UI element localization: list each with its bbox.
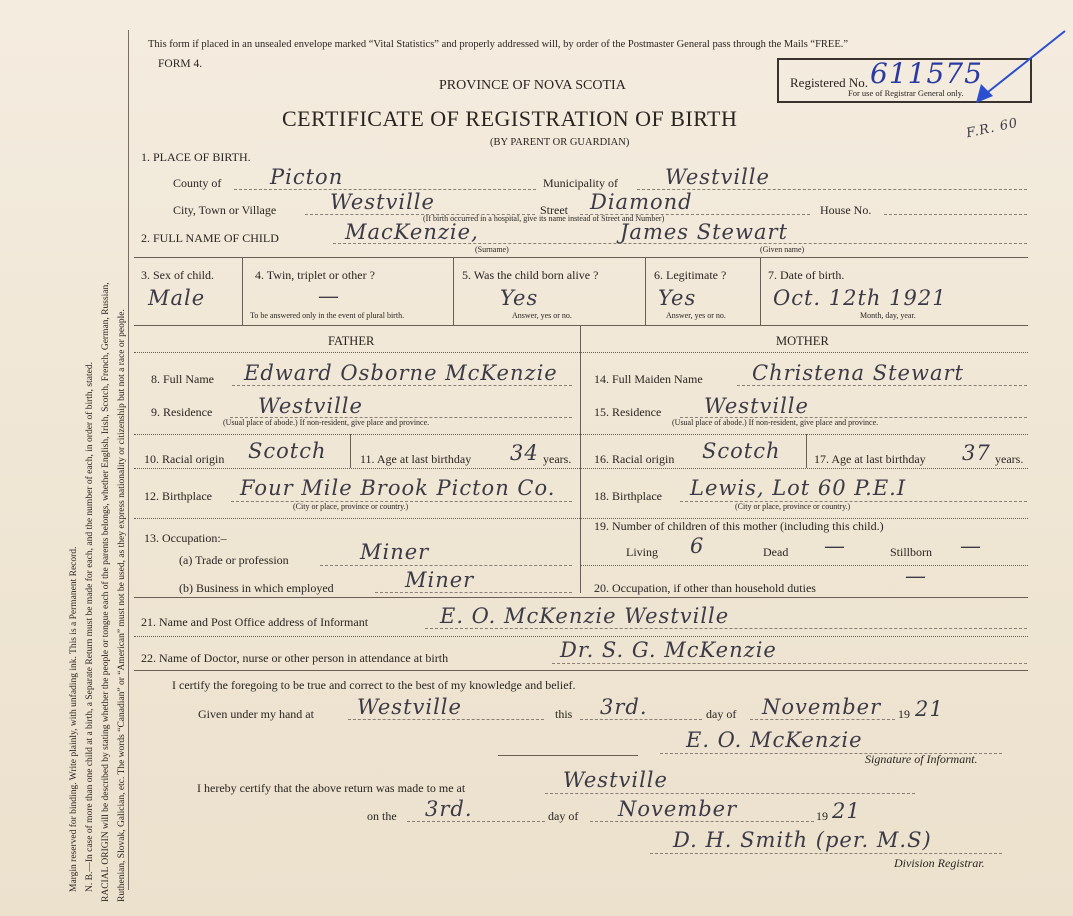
street-note: (If birth occurred in a hospital, give its name instead of Street and Number) — [423, 214, 665, 223]
alive-note: Answer, yes or no. — [512, 311, 572, 320]
return-day-of-label: day of — [548, 809, 579, 823]
stillborn-value: — — [960, 534, 982, 558]
mother-age-value: 37 — [962, 441, 991, 465]
father-heading: FATHER — [328, 334, 375, 348]
county-label: County of — [173, 176, 222, 190]
twin-note: To be answered only in the event of plural birth. — [250, 311, 405, 320]
registrar-caption: Division Registrar. — [894, 856, 985, 870]
mail-notice: This form if placed in an unsealed envelope marked “Vital Statistics” and properly addressed will, by order of the Postmaster General pass through the Mails “FREE.” — [148, 39, 849, 50]
surname-caption: (Surname) — [475, 245, 509, 254]
return-text: I hereby certify that the above return was made to me at — [197, 781, 466, 795]
page-title: CERTIFICATE OF REGISTRATION OF BIRTH — [282, 106, 738, 131]
place-of-birth-heading: 1. PLACE OF BIRTH. — [141, 150, 251, 164]
father-occupation-label: 13. Occupation:– — [144, 531, 227, 545]
return-day-value: 3rd. — [425, 797, 473, 821]
return-year-prefix: 19 — [816, 809, 828, 823]
father-name-label: 8. Full Name — [151, 372, 214, 386]
registered-number: 611575 — [870, 57, 983, 90]
twin-label: 4. Twin, triplet or other ? — [255, 268, 375, 282]
mother-residence-label: 15. Residence — [594, 405, 662, 419]
mother-birthplace-note: (City or place, province or country.) — [735, 502, 851, 511]
doctor-value: Dr. S. G. McKenzie — [560, 638, 777, 662]
given-place-value: Westville — [357, 695, 462, 719]
father-residence-value: Westville — [258, 394, 363, 418]
given-month-value: November — [762, 695, 882, 719]
mother-residence-note: (Usual place of abode.) If non-resident, give place and province. — [672, 418, 879, 427]
legitimate-note: Answer, yes or no. — [666, 311, 726, 320]
mother-birthplace-value: Lewis, Lot 60 P.E.I — [690, 476, 907, 500]
given-label: Given under my hand at — [198, 707, 314, 721]
mother-name-label: 14. Full Maiden Name — [594, 372, 703, 386]
certify-text: I certify the foregoing to be true and correct to the best of my knowledge and belief. — [172, 678, 576, 692]
municipality-value: Westville — [665, 165, 770, 189]
father-business-value: Miner — [405, 568, 475, 592]
mother-occupation-label: 20. Occupation, if other than household duties — [594, 581, 816, 595]
form-number: FORM 4. — [158, 58, 203, 70]
dead-value: — — [824, 534, 846, 558]
mother-age-unit: years. — [995, 452, 1024, 466]
alive-label: 5. Was the child born alive ? — [462, 268, 599, 282]
on-the-label: on the — [367, 809, 397, 823]
registered-note: For use of Registrar General only. — [848, 88, 964, 98]
father-residence-label: 9. Residence — [151, 405, 213, 419]
father-trade-label: (a) Trade or profession — [179, 553, 289, 567]
registered-label: Registered No. — [790, 75, 868, 90]
twin-value: — — [318, 284, 340, 308]
return-month-value: November — [618, 797, 738, 821]
municipality-label: Municipality of — [543, 176, 618, 190]
informant-label: 21. Name and Post Office address of Informant — [141, 615, 369, 629]
city-label: City, Town or Village — [173, 203, 277, 217]
given-day-of-label: day of — [706, 707, 737, 721]
father-trade-value: Miner — [360, 540, 430, 564]
mother-occupation-value: — — [905, 564, 927, 588]
given-caption: (Given name) — [760, 245, 805, 254]
doctor-label: 22. Name of Doctor, nurse or other person in attendance at birth — [141, 651, 449, 665]
mother-age-label: 17. Age at last birthday — [814, 452, 926, 466]
father-birthplace-value: Four Mile Brook Picton Co. — [240, 476, 556, 500]
margin-note-1: Margin reserved for binding. Write plainly, with unfading ink. This is a Permanent Record. — [69, 546, 79, 892]
child-name-label: 2. FULL NAME OF CHILD — [141, 231, 279, 245]
dead-label: Dead — [763, 545, 789, 559]
date-of-birth-label: 7. Date of birth. — [768, 268, 845, 282]
given-day-value: 3rd. — [600, 695, 648, 719]
informant-signature-caption: Signature of Informant. — [865, 752, 978, 766]
county-value: Picton — [270, 165, 344, 189]
house-number-label: House No. — [820, 203, 872, 217]
margin-note-3: RACIAL ORIGIN will be described by stating whether the people or tongue each of the parents belongs, whether English, Irish, Scotch, French, German, Russian, — [101, 282, 111, 902]
return-year-value: 21 — [832, 799, 861, 823]
father-birthplace-label: 12. Birthplace — [144, 489, 212, 503]
corner-mark: F.R. 60 — [965, 115, 1020, 142]
date-of-birth-value: Oct. 12th 1921 — [773, 286, 947, 310]
legitimate-label: 6. Legitimate ? — [654, 268, 727, 282]
street-value: Diamond — [590, 190, 693, 214]
father-racial-value: Scotch — [248, 439, 327, 463]
father-birthplace-note: (City or place, province or country.) — [293, 502, 409, 511]
living-label: Living — [626, 545, 658, 559]
sex-value: Male — [148, 286, 206, 310]
registrar-signature: D. H. Smith (per. M.S) — [673, 828, 932, 852]
living-value: 6 — [690, 534, 705, 558]
given-year-prefix: 19 — [898, 707, 910, 721]
child-surname-value: MacKenzie, — [345, 220, 479, 244]
father-business-label: (b) Business in which employed — [179, 581, 334, 595]
given-year-value: 21 — [915, 697, 944, 721]
mother-racial-label: 16. Racial origin — [594, 452, 675, 466]
father-name-value: Edward Osborne McKenzie — [244, 361, 558, 385]
street-label: Street — [540, 203, 568, 217]
mother-name-value: Christena Stewart — [752, 361, 964, 385]
mother-birthplace-label: 18. Birthplace — [594, 489, 662, 503]
mother-residence-value: Westville — [704, 394, 809, 418]
check-mark-icon — [975, 28, 1070, 108]
margin-note-4: Ruthenian, Slovak, Galician, etc. The words “Canadian” or “American” must not be used, as they express nationality or citizenship but not a race or people. — [117, 309, 127, 902]
date-of-birth-note: Month, day, year. — [860, 311, 916, 320]
mother-racial-value: Scotch — [702, 439, 781, 463]
informant-value: E. O. McKenzie Westville — [440, 604, 730, 628]
margin-note-2: N. B.—In case of more than one child at a birth, a Separate Return must be made for each, and the number of each, in order of birth, stated. — [85, 362, 95, 892]
child-given-value: James Stewart — [620, 220, 788, 244]
informant-signature: E. O. McKenzie — [686, 728, 863, 752]
father-age-label: 11. Age at last birthday — [360, 452, 472, 466]
province-heading: PROVINCE OF NOVA SCOTIA — [439, 78, 626, 93]
city-value: Westville — [330, 190, 435, 214]
mother-heading: MOTHER — [776, 334, 829, 348]
sex-label: 3. Sex of child. — [141, 268, 214, 282]
father-age-unit: years. — [543, 452, 572, 466]
legitimate-value: Yes — [658, 286, 697, 310]
return-place-value: Westville — [563, 768, 668, 792]
father-residence-note: (Usual place of abode.) If non-resident, give place and province. — [223, 418, 430, 427]
mother-children-label: 19. Number of children of this mother (including this child.) — [594, 519, 884, 533]
father-age-value: 34 — [510, 441, 539, 465]
father-racial-label: 10. Racial origin — [144, 452, 225, 466]
alive-value: Yes — [500, 286, 539, 310]
stillborn-label: Stillborn — [890, 545, 933, 559]
given-this-label: this — [555, 707, 573, 721]
page-subtitle: (BY PARENT OR GUARDIAN) — [490, 137, 630, 148]
binding-margin-line — [128, 30, 129, 890]
